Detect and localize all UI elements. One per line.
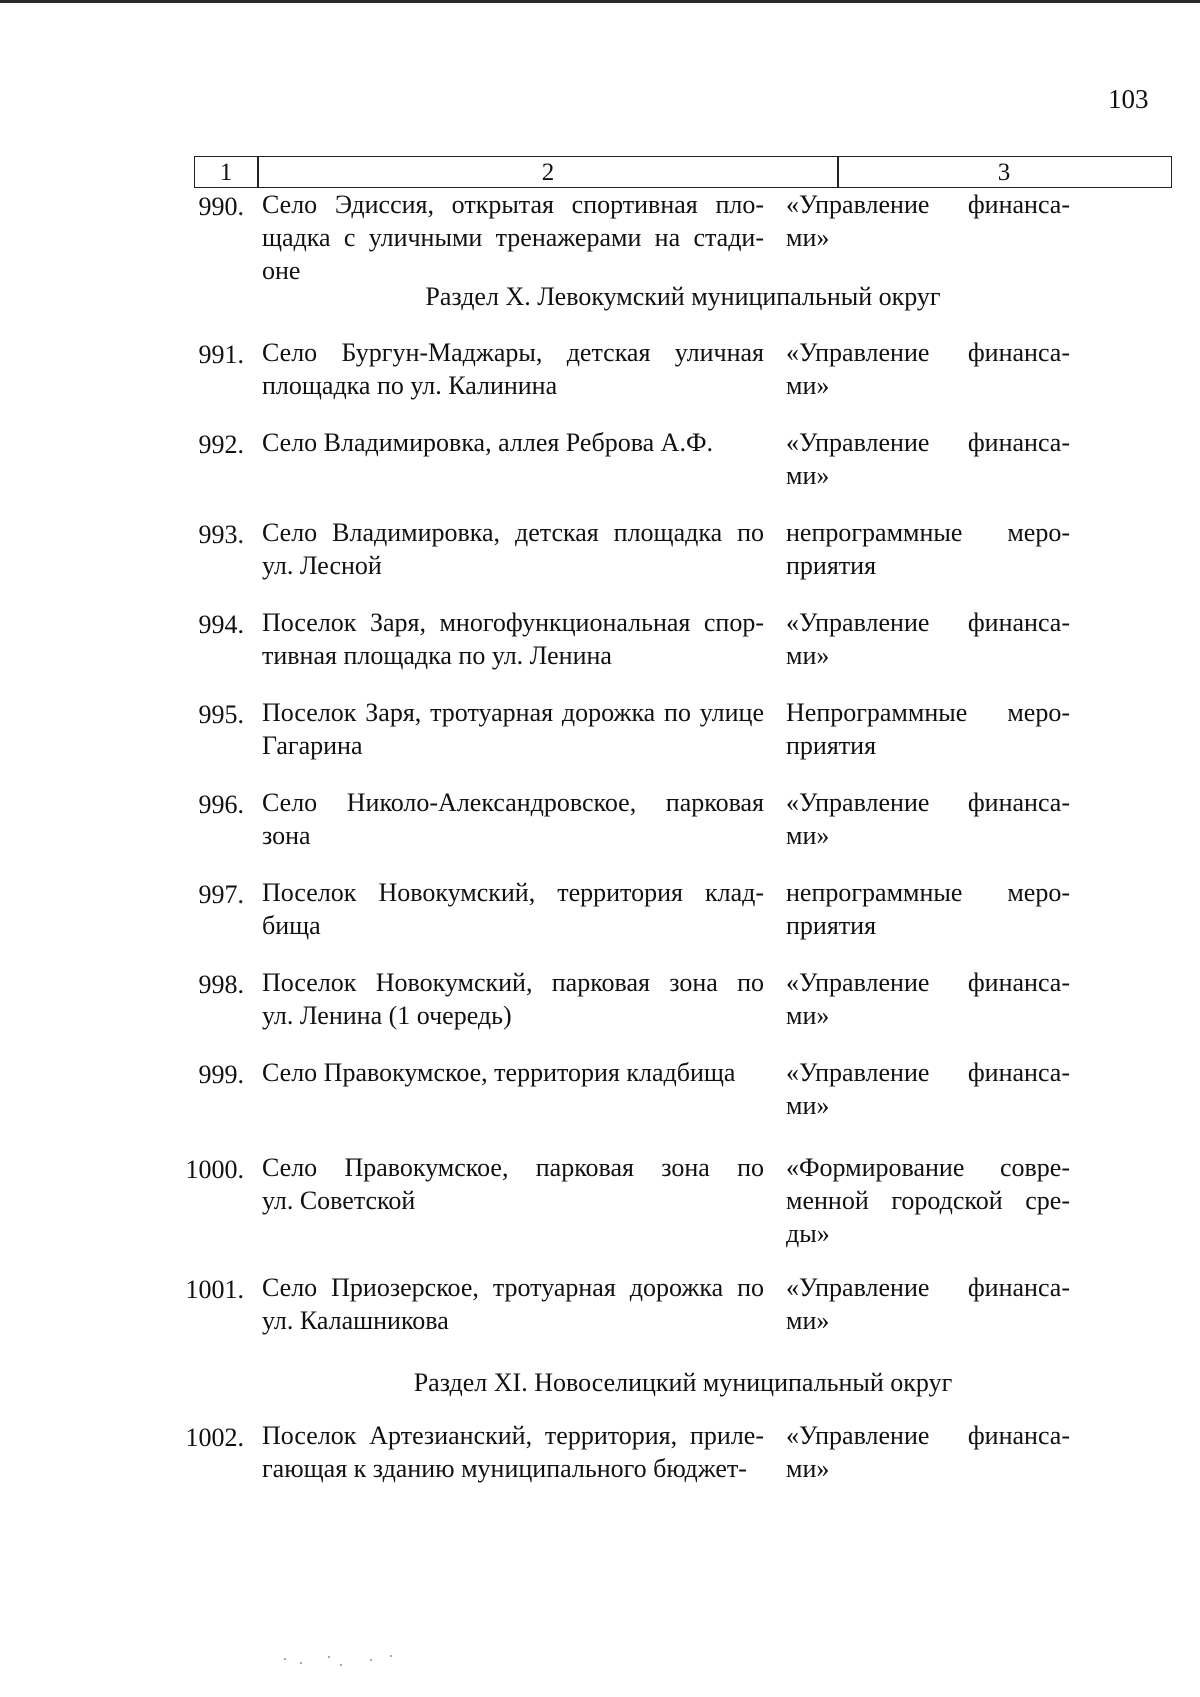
description-line: площадка по ул. Калинина (262, 371, 558, 400)
object-description (262, 786, 764, 852)
object-description (262, 1151, 764, 1217)
program-line: непрограммные меро- (786, 518, 1070, 547)
row-number: 1000. (185, 1155, 244, 1184)
description-line: Поселок Заря, тротуарная дорожка по улице (262, 698, 764, 727)
object-description (262, 426, 764, 459)
program-line: ми» (786, 1091, 830, 1120)
program-line: «Управление финанса- (786, 788, 1070, 817)
row-number: 1002. (185, 1423, 244, 1452)
program-name (786, 188, 1070, 254)
program-name (786, 336, 1070, 402)
program-line: ды» (786, 1219, 830, 1248)
object-description (262, 606, 764, 672)
object-description (262, 516, 764, 582)
description-line: ул. Советской (262, 1186, 416, 1215)
program-name (786, 966, 1070, 1032)
program-line: «Управление финанса- (786, 1058, 1070, 1087)
program-line: непрограммные меро- (786, 878, 1070, 907)
description-line: Поселок Заря, многофункциональная спор- (262, 608, 764, 637)
description-line: Село Владимировка, аллея Реброва А.Ф. (262, 428, 713, 457)
description-line: щадка с уличными тренажерами на стади- (262, 223, 764, 252)
program-line: «Управление финанса- (786, 1273, 1070, 1302)
row-number: 999. (198, 1060, 244, 1089)
top-border-line (0, 0, 1200, 3)
row-number: 991. (198, 340, 244, 369)
object-description (262, 876, 764, 942)
description-line: Село Бургун-Маджары, детская уличная (262, 338, 764, 367)
program-line: «Управление финанса- (786, 428, 1070, 457)
description-line: Село Эдиссия, открытая спортивная пло- (262, 190, 764, 219)
object-description (262, 696, 764, 762)
program-line: «Управление финанса- (786, 338, 1070, 367)
section-title: Раздел XI. Новоселицкий муниципальный округ (413, 1368, 953, 1397)
description-line: ул. Ленина (1 очередь) (262, 1001, 512, 1030)
page-number: 103 (1108, 84, 1149, 114)
program-name (786, 426, 1070, 492)
description-line: ул. Лесной (262, 551, 382, 580)
header-col-2: 2 (541, 159, 555, 186)
description-line: тивная площадка по ул. Ленина (262, 641, 612, 670)
program-line: ми» (786, 641, 830, 670)
program-name (786, 1151, 1070, 1250)
program-line: ми» (786, 1001, 830, 1030)
program-name (786, 1419, 1070, 1485)
program-line: ми» (786, 371, 830, 400)
program-name (786, 516, 1070, 582)
description-line: Село Владимировка, детская площадка по (262, 518, 764, 547)
program-name (786, 1271, 1070, 1337)
program-line: «Управление финанса- (786, 968, 1070, 997)
program-line: «Управление финанса- (786, 190, 1070, 219)
description-line: Поселок Новокумский, парковая зона по (262, 968, 764, 997)
program-line: приятия (786, 911, 877, 940)
description-line: Поселок Артезианский, территория, приле- (262, 1421, 764, 1450)
description-line: Гагарина (262, 731, 363, 760)
header-col-3: 3 (997, 159, 1011, 186)
object-description (262, 188, 764, 287)
row-number: 992. (198, 430, 244, 459)
description-line: Село Правокумское, территория кладбища (262, 1058, 736, 1087)
section-title: Раздел X. Левокумский муниципальный округ (425, 282, 941, 311)
description-line: зона (262, 821, 311, 850)
table-header-row (194, 156, 1172, 188)
description-line: оне (262, 256, 301, 285)
row-number: 994. (198, 610, 244, 639)
row-number: 997. (198, 880, 244, 909)
program-name (786, 876, 1070, 942)
program-name (786, 786, 1070, 852)
program-line: ми» (786, 1454, 830, 1483)
row-number: 995. (198, 700, 244, 729)
program-name (786, 1056, 1070, 1122)
program-line: «Управление финанса- (786, 608, 1070, 637)
program-line: ми» (786, 1306, 830, 1335)
row-number: 990. (198, 192, 244, 221)
object-description (262, 336, 764, 402)
description-line: бища (262, 911, 321, 940)
program-line: приятия (786, 551, 877, 580)
program-line: менной городской сре- (786, 1186, 1070, 1215)
description-line: гающая к зданию муниципального бюджет- (262, 1454, 747, 1483)
description-line: Село Правокумское, парковая зона по (262, 1153, 764, 1182)
program-name (786, 606, 1070, 672)
row-number: 998. (198, 970, 244, 999)
description-line: ул. Калашникова (262, 1306, 449, 1335)
program-line: «Управление финанса- (786, 1421, 1070, 1450)
scan-speckles (280, 1650, 420, 1670)
object-description (262, 1271, 764, 1337)
description-line: Поселок Новокумский, территория клад- (262, 878, 764, 907)
object-description (262, 966, 764, 1032)
program-line: «Формирование совре- (786, 1153, 1070, 1182)
object-description (262, 1056, 764, 1089)
program-line: ми» (786, 461, 830, 490)
description-line: Село Приозерское, тротуарная дорожка по (262, 1273, 764, 1302)
program-line: ми» (786, 223, 830, 252)
header-col-1: 1 (219, 159, 233, 186)
description-line: Село Николо-Александровское, парковая (262, 788, 764, 817)
row-number: 1001. (185, 1275, 244, 1304)
program-line: Непрограммные меро- (786, 698, 1070, 727)
row-number: 993. (198, 520, 244, 549)
object-description (262, 1419, 764, 1485)
row-number: 996. (198, 790, 244, 819)
program-line: приятия (786, 731, 877, 760)
program-name (786, 696, 1070, 762)
program-line: ми» (786, 821, 830, 850)
